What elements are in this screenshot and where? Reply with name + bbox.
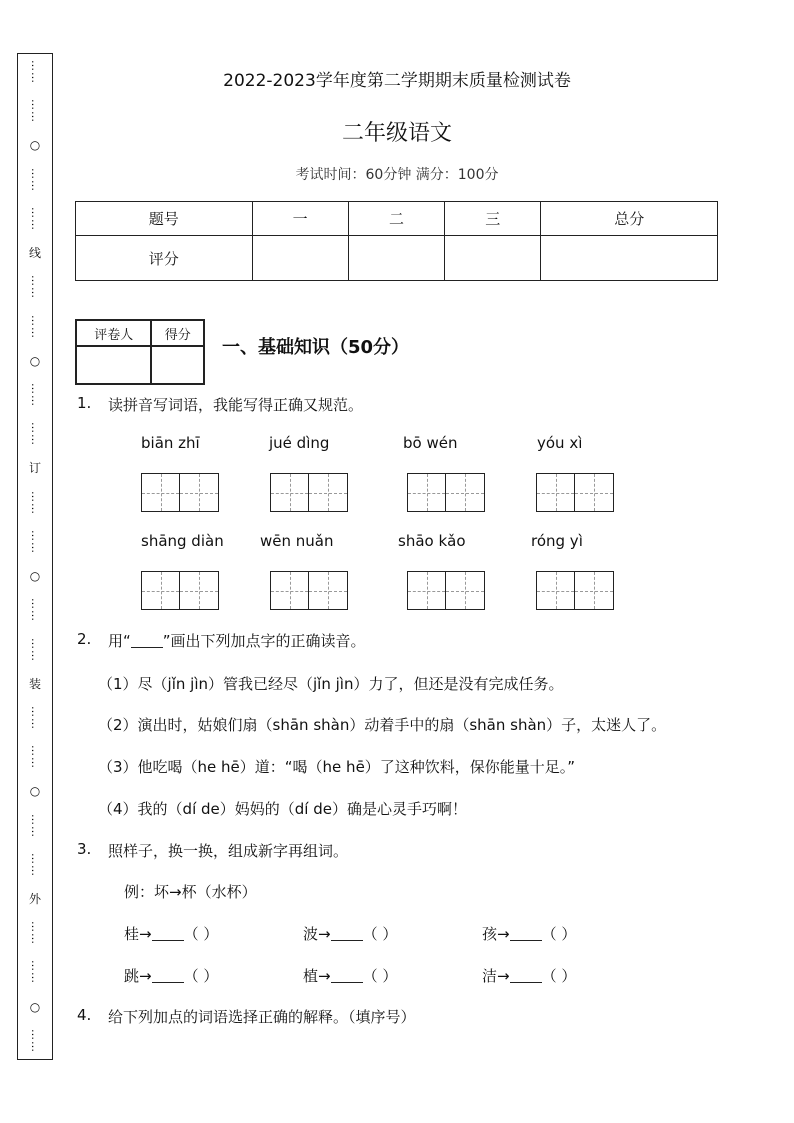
q2-text-before: 用“ [108,632,131,650]
q2-item: （4）我的（dí de）妈妈的（dí de）确是心灵手巧啊！ [98,800,467,818]
score-header-cell: 题号 [76,202,253,236]
binding-circle: ○ [29,999,41,1014]
q3-item-label: 跳→ [124,967,152,985]
binding-char-ding: 订 [28,461,41,476]
q3-item [303,923,397,944]
answer-blank[interactable] [331,925,363,941]
binding-strip [17,53,53,1060]
writing-grid[interactable] [141,571,219,610]
q2-text-after: ”画出下列加点字的正确读音。 [162,632,366,650]
exam-title: 2022-2023学年度第二学期期末质量检测试卷 [223,71,571,91]
binding-dots: …… [29,529,42,554]
binding-circle: ○ [29,138,41,153]
binding-dots: …… [29,745,42,770]
grader-label: 评卷人 [76,320,151,346]
pinyin: jué dìng [269,434,330,452]
pinyin: biān zhī [141,434,200,452]
q3-item-label: 桂→ [124,925,152,943]
answer-blank[interactable] [152,925,184,941]
answer-paren[interactable]: （ ） [183,925,219,943]
answer-paren[interactable]: （ ） [362,967,398,985]
binding-dots: …… [29,422,42,447]
binding-circle: ○ [29,569,41,584]
score-entry-cell[interactable] [348,236,444,281]
exam-subtitle: 二年级语文 [341,121,452,146]
answer-blank[interactable] [510,925,542,941]
q3-item [124,965,218,986]
writing-grid[interactable] [141,473,219,512]
q3-item [303,965,397,986]
binding-dots: …… [29,167,42,192]
binding-dots: …… [29,705,42,730]
q3-item-label: 植→ [303,967,331,985]
binding-dots: …… [29,813,42,838]
score-header-cell: 三 [445,202,541,236]
answer-blank[interactable] [510,967,542,983]
grader-entry-cell[interactable] [151,346,204,384]
binding-dots: …… [29,314,42,339]
question-number: 1. [77,394,92,412]
writing-grid[interactable] [407,571,485,610]
score-entry-cell[interactable] [445,236,541,281]
writing-grid[interactable] [407,473,485,512]
answer-blank[interactable] [331,967,363,983]
q3-item-label: 孩→ [482,925,510,943]
score-table [75,201,718,281]
binding-dots: …… [29,60,42,84]
exam-info: 考试时间：60分钟 满分：100分 [295,167,499,183]
binding-dots: …… [29,382,42,407]
grader-box [75,319,205,385]
q3-item [482,923,576,944]
pinyin: shāo kǎo [398,532,466,550]
pinyin: shāng diàn [141,532,224,550]
question-text: 照样子，换一换，组成新字再组词。 [108,842,349,860]
binding-dots: …… [29,206,42,231]
pinyin: yóu xì [537,434,583,452]
pinyin: wēn nuǎn [260,532,334,550]
answer-blank[interactable] [152,967,184,983]
binding-char-xian: 线 [28,246,41,261]
question-text: 读拼音写词语，我能写得正确又规范。 [108,396,364,414]
q2-item: （1）尽（jǐn jìn）管我已经尽（jǐn jìn）力了，但还是没有完成任务。 [98,675,564,693]
score-entry-cell[interactable] [541,236,718,281]
writing-grid[interactable] [270,473,348,512]
pinyin: róng yì [531,532,583,550]
question-text: 给下列加点的词语选择正确的解释。（填序号） [108,1008,416,1026]
answer-paren[interactable]: （ ） [183,967,219,985]
q3-item [482,965,576,986]
q3-item-label: 波→ [303,925,331,943]
score-header-cell: 总分 [541,202,718,236]
score-header-cell: 二 [348,202,444,236]
q2-item: （2）演出时，姑娘们扇（shān shàn）动着手中的扇（shān shàn）子，太迷人了。 [98,716,667,734]
binding-dots: …… [29,99,42,124]
grader-label: 得分 [151,320,204,346]
question-number: 4. [77,1006,92,1024]
binding-circle: ○ [29,353,41,368]
binding-dots: …… [29,637,42,662]
writing-grid[interactable] [270,571,348,610]
question-text [108,630,366,651]
grader-entry-cell[interactable] [76,346,151,384]
section-heading: 一、基础知识（50分） [222,337,410,358]
answer-paren[interactable]: （ ） [541,925,577,943]
writing-grid[interactable] [536,473,614,512]
binding-dots: …… [29,852,42,877]
binding-dots: …… [29,275,42,300]
binding-dots: …… [29,921,42,946]
score-header-cell: 一 [252,202,348,236]
score-entry-cell[interactable] [252,236,348,281]
writing-grid[interactable] [536,571,614,610]
binding-dots: …… [29,1028,42,1053]
q2-item: （3）他吃喝（he hē）道：“喝（he hē）了这种饮料，保你能量十足。” [98,758,576,776]
binding-dots: …… [29,490,42,515]
q3-item [124,923,218,944]
question-number: 3. [77,840,92,858]
binding-circle: ○ [29,784,41,799]
binding-char-wai: 外 [28,892,41,907]
binding-dots: …… [29,598,42,623]
q3-item-label: 洁→ [482,967,510,985]
q3-example: 例：坏→杯（水杯） [124,883,257,901]
pinyin: bō wén [403,434,458,452]
question-number: 2. [77,630,92,648]
binding-char-zhuang: 装 [28,676,41,691]
binding-dots: …… [29,960,42,985]
answer-paren[interactable]: （ ） [541,967,577,985]
q2-underline-sample [131,632,163,648]
score-row-label: 评分 [76,236,253,281]
answer-paren[interactable]: （ ） [362,925,398,943]
